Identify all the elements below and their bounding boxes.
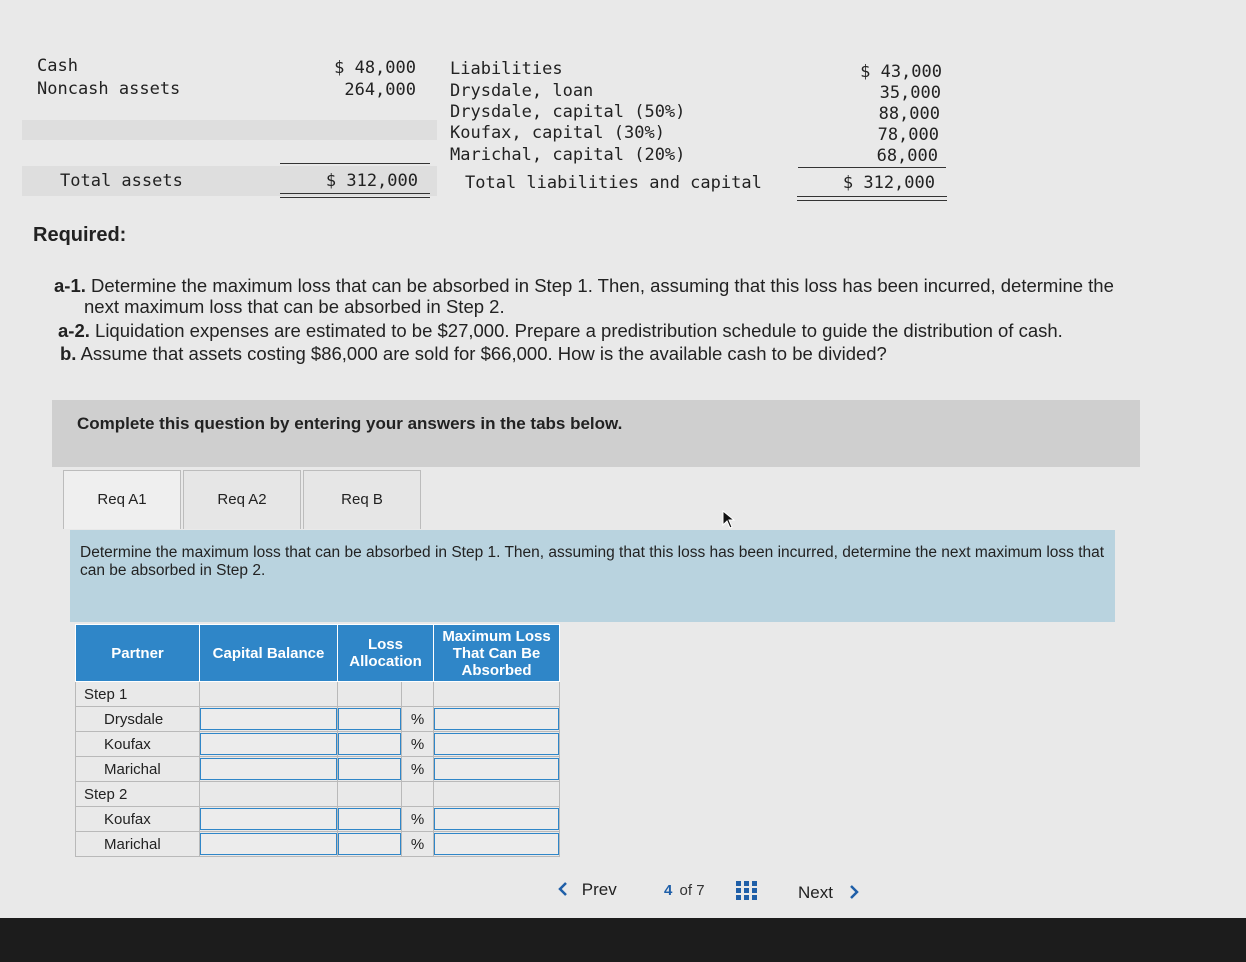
screen-bezel [0,918,1246,962]
banner-text: Complete this question by entering your answers in the tabs below. [77,414,623,433]
maximum-loss-input[interactable] [434,833,559,855]
cursor-icon [722,510,736,530]
header-capital-balance: Capital Balance [200,625,338,682]
next-label: Next [798,883,833,902]
loss-allocation-input[interactable] [338,708,401,730]
chevron-left-icon [557,881,569,897]
cash-value: $ 48,000 [334,58,416,78]
liab-value-4: 78,000 [877,125,939,145]
maximum-loss-input[interactable] [434,758,559,780]
capital-balance-input[interactable] [200,733,337,755]
capital-balance-input[interactable] [200,808,337,830]
maximum-loss-input[interactable] [434,733,559,755]
liab-label-4: Koufax, capital (30%) [450,123,665,143]
page-indicator [664,882,705,899]
liab-label-1: Liabilities [450,59,563,79]
liab-label-5: Marichal, capital (20%) [450,145,686,165]
total-assets-label: Total assets [60,171,183,191]
next-button[interactable] [798,883,860,903]
tab-req-a2[interactable]: Req A2 [183,470,301,529]
row-shade [22,120,437,140]
required-title: Required: [33,224,127,246]
header-partner: Partner [76,625,200,682]
tab-req-b[interactable]: Req B [303,470,421,529]
prev-button[interactable] [557,880,617,900]
percent-sign: % [402,807,434,832]
prev-label: Prev [581,880,617,899]
liab-value-3: 88,000 [878,104,940,124]
instruction-text: Determine the maximum loss that can be absorbed in Step 1. Then, assuming that this loss has been incurred, determine the next maximum loss that can be absorbed in Step 2. [80,544,1105,579]
header-loss-allocation: Loss Allocation [338,625,434,682]
capital-balance-input[interactable] [200,758,337,780]
liab-label-2: Drysdale, loan [450,81,594,101]
liab-label-3: Drysdale, capital (50%) [450,102,686,122]
noncash-value: 264,000 [344,80,416,100]
step-label: Step 2 [76,782,200,807]
noncash-label: Noncash assets [37,79,181,99]
total-liab-label: Total liabilities and capital [465,173,762,193]
liab-value-2: 35,000 [879,83,941,103]
item-text: Liquidation expenses are estimated to be $27,000. Prepare a predistribution schedule to guide the distribution of cash. [95,320,1063,341]
grid-icon[interactable] [736,881,758,901]
tab-req-a1[interactable]: Req A1 [63,470,181,529]
required-item-b [60,342,887,365]
item-tag: b. [60,343,77,364]
partner-name: Koufax [76,807,200,832]
loss-absorption-table [75,624,560,857]
required-item-a2 [58,319,1063,342]
capital-balance-input[interactable] [200,833,337,855]
liab-value-1: $ 43,000 [860,62,942,82]
item-text: Determine the maximum loss that can be absorbed in Step 1. Then, assuming that this loss has been incurred, determine the [91,275,1114,296]
header-maximum-loss: Maximum Loss That Can Be Absorbed [434,625,560,682]
instruction-box [70,530,1115,622]
underline [798,167,946,168]
cash-label: Cash [37,56,78,76]
percent-sign: % [402,707,434,732]
answer-banner [52,400,1140,467]
partner-name: Drysdale [76,707,200,732]
page-current: 4 [664,882,673,899]
item-text: Assume that assets costing $86,000 are sold for $66,000. How is the available cash to be divided? [80,343,887,364]
partner-name: Marichal [76,832,200,857]
loss-allocation-input[interactable] [338,733,401,755]
underline [280,163,430,164]
required-item-a1 [54,274,1239,297]
total-assets-value: $ 312,000 [325,171,418,191]
partner-name: Marichal [76,757,200,782]
total-liab-value: $ 312,000 [842,173,935,193]
capital-balance-input[interactable] [200,708,337,730]
chevron-right-icon [848,884,860,900]
required-item-a1-cont: next maximum loss that can be absorbed in Step 2. [84,296,505,317]
loss-allocation-input[interactable] [338,833,401,855]
partner-name: Koufax [76,732,200,757]
maximum-loss-input[interactable] [434,708,559,730]
percent-sign: % [402,757,434,782]
double-underline [280,193,430,198]
double-underline [797,196,947,201]
loss-allocation-input[interactable] [338,758,401,780]
item-tag: a-2. [58,320,90,341]
step-label: Step 1 [76,682,200,707]
page-of: of 7 [679,882,705,899]
maximum-loss-input[interactable] [434,808,559,830]
percent-sign: % [402,832,434,857]
loss-allocation-input[interactable] [338,808,401,830]
liab-value-5: 68,000 [876,146,938,166]
percent-sign: % [402,732,434,757]
item-tag: a-1. [54,275,86,296]
